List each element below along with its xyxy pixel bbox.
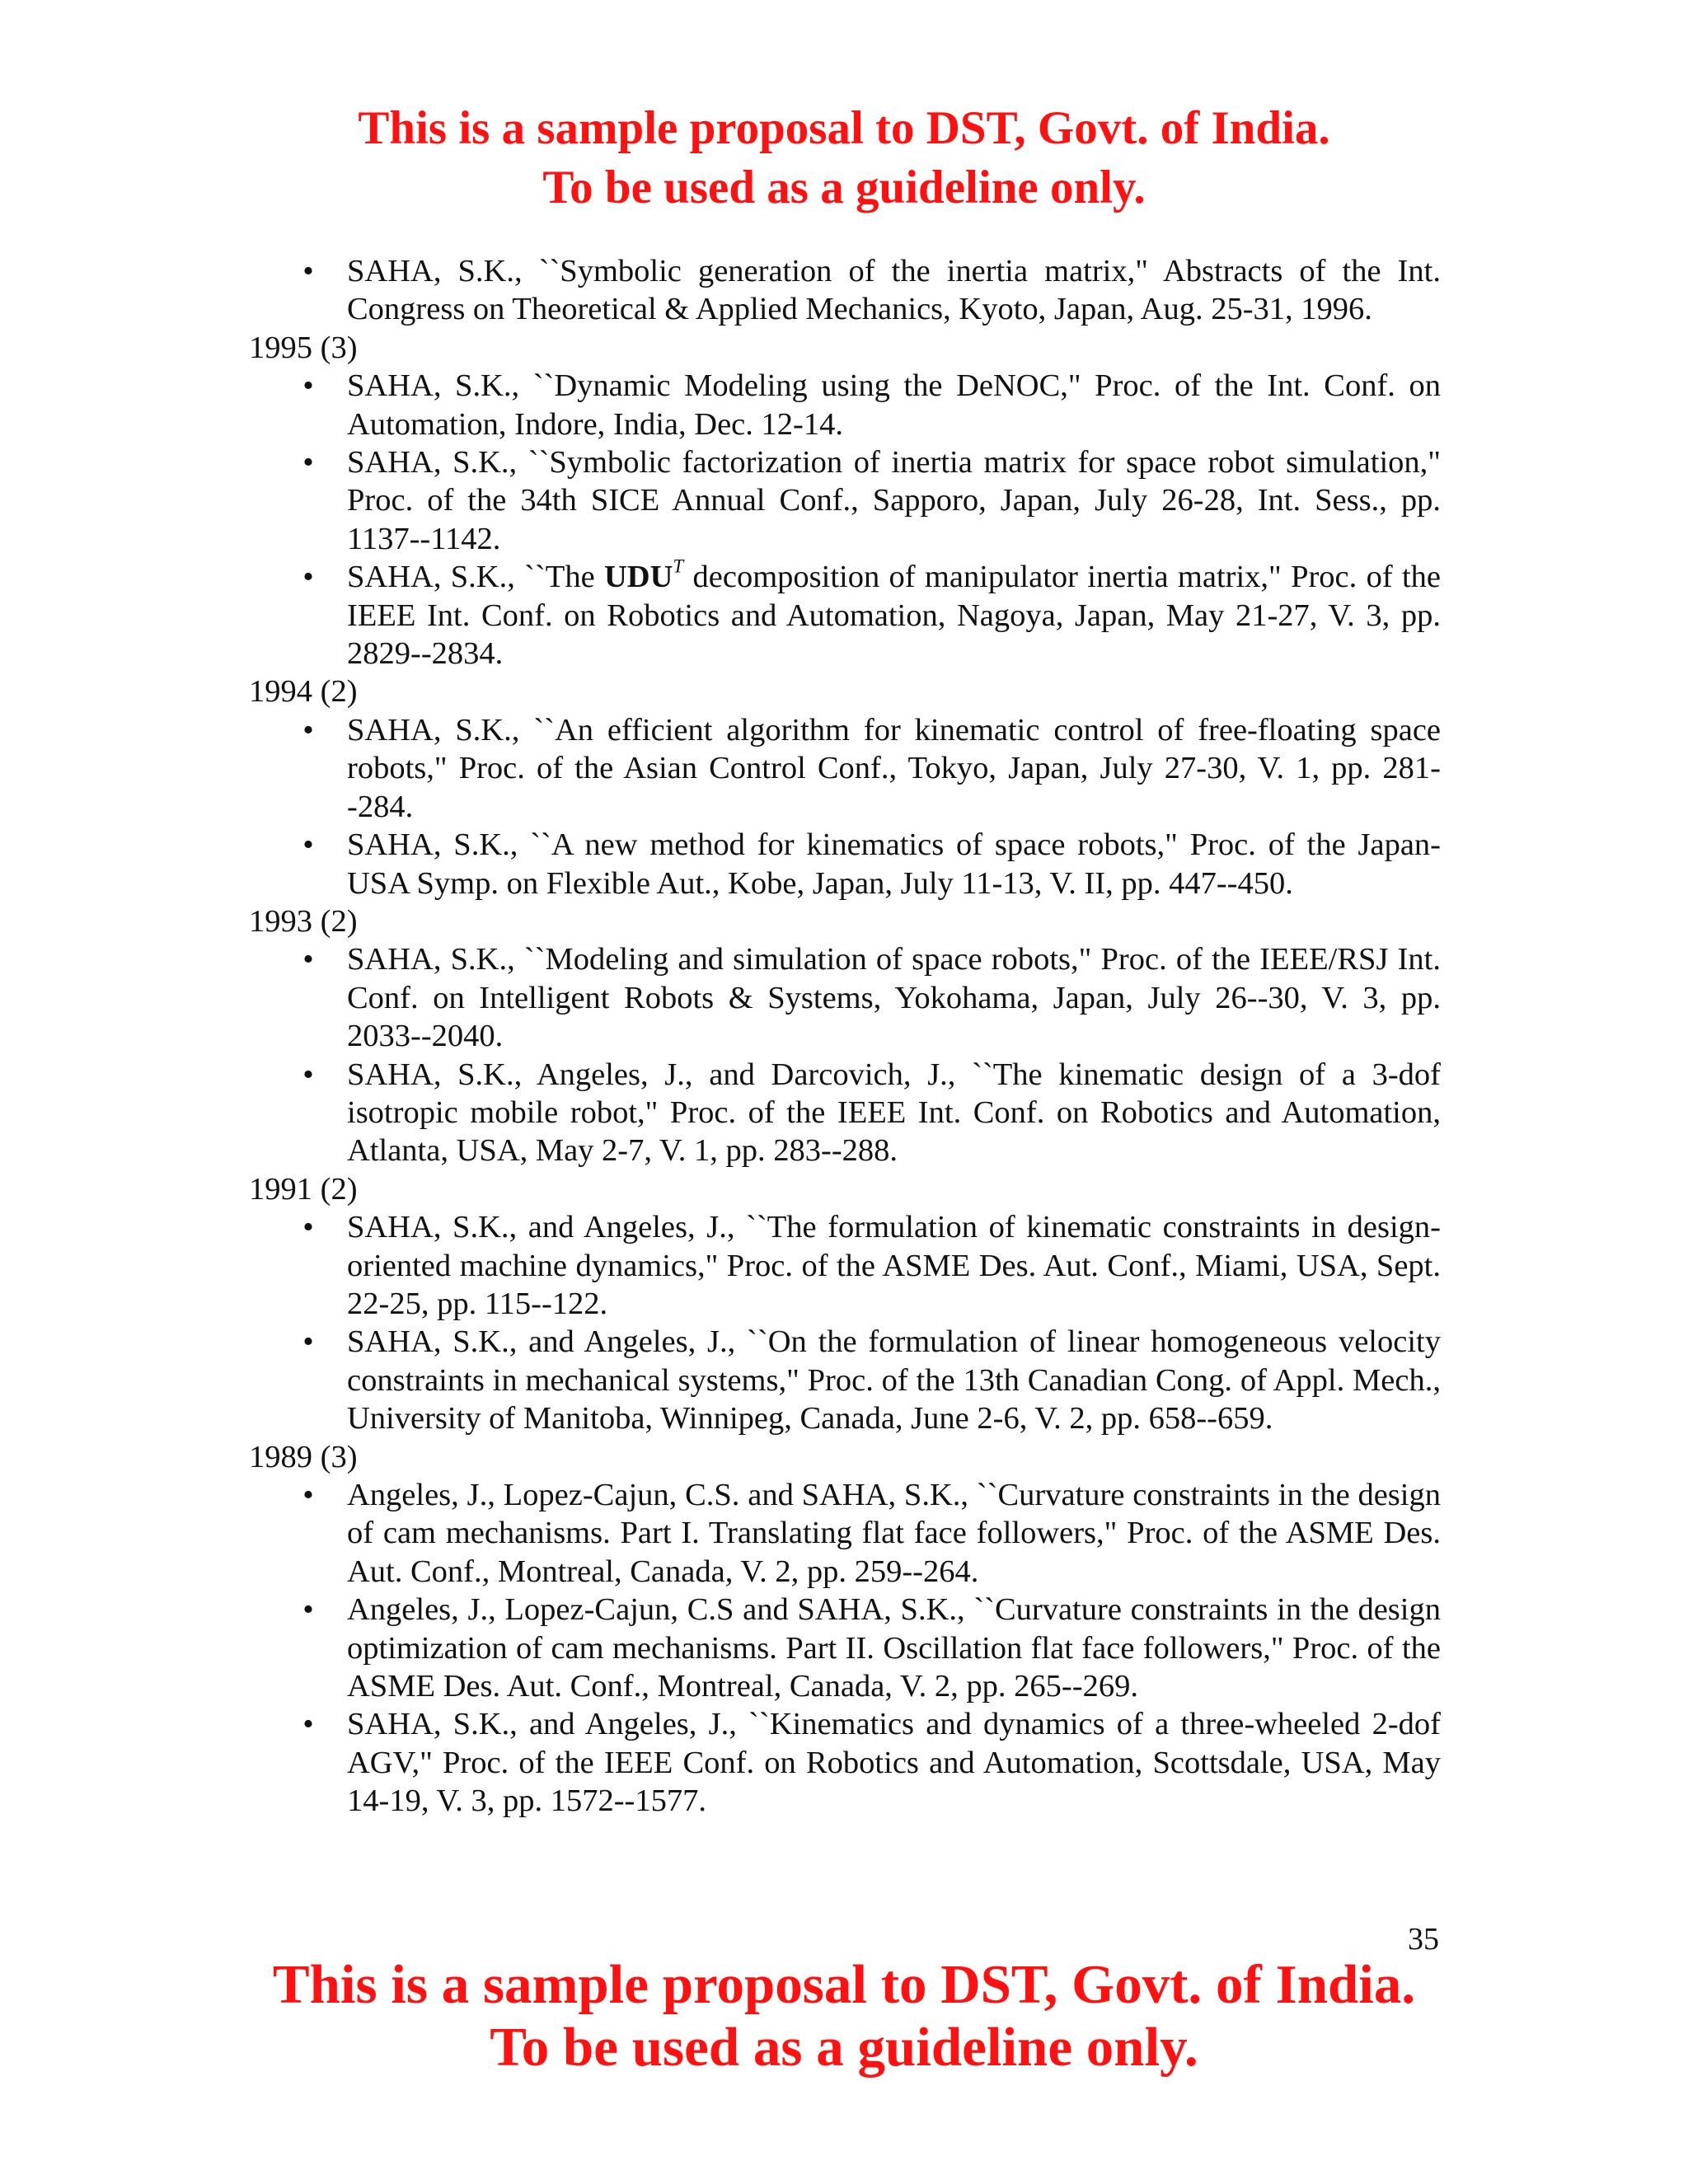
publication-entry [249, 367, 1441, 443]
bullet-icon: • [302, 1592, 314, 1628]
year-heading: 1989 (3) [249, 1439, 358, 1474]
entry-text: SAHA, S.K., ``Symbolic generation of the inertia matrix," Abstracts of the Int. Congress on Theoretical & Applied Mechanics, Kyoto, Japan, Aug. 25-31, 1996. [347, 254, 1441, 327]
publication-entry [249, 1705, 1441, 1820]
bullet-icon: • [302, 942, 314, 977]
year-heading: 1994 (2) [249, 674, 358, 710]
entry-text: Angeles, J., Lopez-Cajun, C.S. and SAHA, S.K., ``Curvature constraints in the design of cam mechanisms. Part I. Translating flat face followers," Proc. of the ASME Des. Aut. Conf., Montreal, Canada, V. 2, pp. 259--264. [347, 1478, 1441, 1589]
year-heading: 1993 (2) [249, 903, 358, 939]
entry-text: SAHA, S.K., Angeles, J., and Darcovich, J., ``The kinematic design of a 3-dof isotropic mobile robot," Proc. of the IEEE Int. Conf. on Robotics and Automation, Atlanta, USA, May 2-7, V. 1, pp. 283--288. [347, 1057, 1441, 1169]
banner-line-1: This is a sample proposal to DST, Govt. of India. [358, 102, 1330, 154]
bullet-icon: • [302, 827, 314, 863]
year-heading: 1991 (2) [249, 1171, 358, 1207]
bullet-icon: • [302, 1707, 314, 1742]
bullet-icon: • [302, 1324, 314, 1360]
entry-text: SAHA, S.K., ``Modeling and simulation of space robots," Proc. of the IEEE/RSJ Int. Conf. on Intelligent Robots & Systems, Yokohama, Japan, July 26--30, V. 3, pp. 2033--2040. [347, 942, 1441, 1054]
publication-entry [249, 1591, 1441, 1705]
bullet-icon: • [302, 445, 314, 480]
banner-line-2: To be used as a guideline only. [490, 2017, 1198, 2078]
entry-text: SAHA, S.K., ``Dynamic Modeling using the DeNOC," Proc. of the Int. Conf. on Automation, Indore, India, Dec. 12-14. [347, 368, 1441, 442]
entry-text-prefix: SAHA, S.K., ``The [347, 560, 604, 595]
publication-entry [249, 555, 1441, 673]
entry-text-suffix: decomposition of manipulator inertia matrix," Proc. of the IEEE Int. Conf. on Robotics and Automation, Nagoya, Japan, May 21-27, V. 3, pp. 2829--2834. [347, 560, 1441, 672]
bullet-icon: • [302, 254, 314, 288]
entry-text: SAHA, S.K., and Angeles, J., ``On the formulation of linear homogeneous velocity constraints in mechanical systems," Proc. of the 13th Canadian Cong. of Appl. Mech., University of Manitoba, Winnipeg, Canada, June 2-6, V. 2, pp. 658--659. [347, 1324, 1441, 1436]
publication-entry [249, 711, 1441, 826]
watermark-banner-top [0, 99, 1688, 218]
banner-line-2: To be used as a guideline only. [542, 162, 1146, 213]
entry-text-bold: UDU [603, 560, 673, 595]
entry-text: SAHA, S.K., ``A new method for kinematics of space robots," Proc. of the Japan-USA Symp. on Flexible Aut., Kobe, Japan, July 11-13, V. II, pp. 447--450. [347, 827, 1441, 901]
watermark-banner-bottom [0, 1953, 1688, 2079]
bullet-icon: • [302, 560, 314, 595]
publication-entry [249, 1208, 1441, 1323]
entry-text: SAHA, S.K., and Angeles, J., ``Kinematics and dynamics of a three-wheeled 2-dof AGV," Proc. of the IEEE Conf. on Robotics and Automation, Scottsdale, USA, May 14-19, V. 3, pp. 1572--1577. [347, 1707, 1441, 1819]
year-heading: 1995 (3) [249, 330, 358, 365]
bullet-icon: • [302, 1210, 314, 1245]
page-number: 35 [1408, 1922, 1439, 1957]
publication-entry [249, 1476, 1441, 1591]
publication-entry [249, 940, 1441, 1055]
bullet-icon: • [302, 1478, 314, 1512]
publication-entry [249, 826, 1441, 902]
banner-line-1: This is a sample proposal to DST, Govt. of India. [272, 1954, 1416, 2015]
publication-entry [249, 252, 1441, 329]
bullet-icon: • [302, 1057, 314, 1092]
bullet-icon: • [302, 712, 314, 748]
publication-entry [249, 1056, 1441, 1170]
publication-entry [249, 443, 1441, 558]
entry-text: SAHA, S.K., and Angeles, J., ``The formulation of kinematic constraints in design-oriented machine dynamics," Proc. of the ASME Des. Aut. Conf., Miami, USA, Sept. 22-25, pp. 115--122. [347, 1210, 1441, 1321]
entry-text: Angeles, J., Lopez-Cajun, C.S and SAHA, S.K., ``Curvature constraints in the design optimization of cam mechanisms. Part II. Oscillation flat face followers," Proc. of the ASME Des. Aut. Conf., Montreal, Canada, V. 2, pp. 265--269. [347, 1592, 1441, 1704]
entry-text: SAHA, S.K., ``An efficient algorithm for kinematic control of free-floating space robots," Proc. of the Asian Control Conf., Tokyo, Japan, July 27-30, V. 1, pp. 281--284. [347, 712, 1441, 824]
entry-text-superscript: T [673, 555, 684, 577]
publication-list [249, 252, 1441, 1821]
entry-text: SAHA, S.K., ``Symbolic factorization of inertia matrix for space robot simulation," Proc. of the 34th SICE Annual Conf., Sapporo, Japan, July 26-28, Int. Sess., pp. 1137--1142. [347, 445, 1441, 556]
bullet-icon: • [302, 368, 314, 404]
publication-entry [249, 1323, 1441, 1437]
